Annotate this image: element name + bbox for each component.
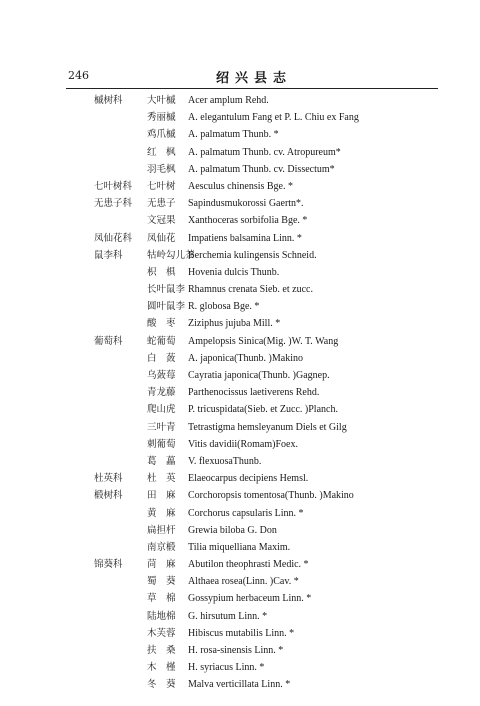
family-name: 葡萄科 — [94, 335, 123, 347]
chinese-name: 杜 英 — [147, 473, 176, 485]
list-item — [0, 453, 480, 470]
family-name: 凤仙花科 — [94, 232, 133, 244]
chinese-name: 爬山虎 — [147, 404, 176, 416]
list-item — [0, 659, 480, 676]
latin-name: Elaeocarpus decipiens Hemsl. — [188, 473, 309, 485]
chinese-name: 大叶槭 — [147, 95, 176, 106]
latin-name: Gossypium herbaceum Linn. * — [188, 593, 312, 605]
latin-name: P. tricuspidata(Sieb. et Zucc. )Planch. — [188, 404, 338, 416]
chinese-name: 田 麻 — [147, 490, 176, 502]
latin-name: Corchorus capsularis Linn. * — [188, 507, 304, 519]
list-item — [0, 92, 480, 109]
latin-name: Aesculus chinensis Bge. * — [188, 180, 293, 192]
latin-name: R. globosa Bge. * — [188, 301, 260, 313]
chinese-name: 凤仙花 — [147, 232, 176, 244]
list-item — [0, 419, 480, 436]
latin-name: Abutilon theophrasti Medic. * — [188, 559, 309, 571]
latin-name: Ampelopsis Sinica(Mig. )W. T. Wang — [188, 335, 339, 347]
chinese-name: 圆叶鼠李 — [147, 301, 186, 313]
latin-name: Impatiens balsamina Linn. * — [188, 232, 302, 244]
list-item — [0, 401, 480, 418]
chinese-name: 蜀 葵 — [147, 576, 176, 588]
latin-name: Acer amplum Rehd. — [188, 95, 269, 106]
list-item — [0, 367, 480, 384]
chinese-name: 七叶树 — [147, 180, 176, 192]
list-item — [0, 539, 480, 556]
list-item — [0, 144, 480, 161]
family-name: 椴树科 — [94, 490, 123, 502]
list-item — [0, 384, 480, 401]
chinese-name: 南京椴 — [147, 541, 176, 553]
chinese-name: 无患子 — [147, 198, 176, 210]
chinese-name: 枳 椇 — [147, 266, 176, 278]
list-item — [0, 178, 480, 195]
chinese-name: 陆地棉 — [147, 610, 176, 622]
chinese-name: 葛 藟 — [147, 455, 176, 467]
list-item — [0, 161, 480, 178]
chinese-name: 扶 桑 — [147, 645, 176, 656]
chinese-name: 木 槿 — [147, 662, 176, 674]
species-list — [0, 92, 480, 694]
list-item — [0, 487, 480, 504]
list-item — [0, 333, 480, 350]
latin-name: Parthenocissus laetiverens Rehd. — [188, 387, 320, 399]
chinese-name: 扁担杆 — [147, 524, 176, 536]
latin-name: Sapindusmukorossi Gaertn*. — [188, 198, 304, 210]
family-name: 锦葵科 — [94, 559, 123, 571]
list-item — [0, 642, 480, 659]
chinese-name: 刺葡萄 — [147, 438, 176, 450]
list-item — [0, 247, 480, 264]
list-item — [0, 676, 480, 693]
chinese-name: 三叶青 — [147, 421, 176, 433]
chinese-name: 苘 麻 — [147, 559, 176, 571]
list-item — [0, 126, 480, 143]
chinese-name: 鸡爪槭 — [147, 129, 176, 141]
latin-name: Malva verticillata Linn. * — [188, 679, 291, 691]
family-name: 七叶树科 — [94, 180, 133, 192]
latin-name: V. flexuosaThunb. — [188, 455, 262, 467]
chinese-name: 木芙蓉 — [147, 627, 176, 639]
latin-name: Rhamnus crenata Sieb. et zucc. — [188, 284, 313, 296]
chinese-name: 秀丽槭 — [147, 112, 176, 124]
chinese-name: 乌蔹莓 — [147, 370, 176, 381]
latin-name: A. japonica(Thunb. )Makino — [188, 352, 303, 364]
running-title: 绍兴县志 — [216, 71, 293, 86]
latin-name: A. palmatum Thunb. * — [188, 129, 279, 141]
latin-name: Hibiscus mutabilis Linn. * — [188, 627, 295, 639]
chinese-name: 蛇葡萄 — [147, 335, 176, 347]
chinese-name: 文冠果 — [147, 215, 176, 227]
latin-name: Vitis davidii(Romam)Foex. — [188, 438, 298, 450]
list-item — [0, 264, 480, 281]
latin-name: A. elegantulum Fang et P. L. Chiu ex Fang — [188, 112, 359, 124]
list-item — [0, 109, 480, 126]
family-name: 杜英科 — [94, 473, 123, 485]
list-item — [0, 608, 480, 625]
chinese-name: 牯岭勾儿茶 — [147, 249, 195, 261]
latin-name: Tetrastigma hemsleyanum Diels et Gilg — [188, 421, 347, 433]
list-item — [0, 212, 480, 229]
chinese-name: 红 枫 — [147, 146, 176, 158]
list-item — [0, 556, 480, 573]
chinese-name: 青龙藤 — [147, 387, 176, 399]
chinese-name: 酸 枣 — [147, 318, 176, 330]
latin-name: Xanthoceras sorbifolia Bge. * — [188, 215, 308, 227]
latin-name: A. palmatum Thunb. cv. Atropureum* — [188, 146, 341, 158]
latin-name: Cayratia japonica(Thunb. )Gagnep. — [188, 370, 330, 381]
list-item — [0, 436, 480, 453]
list-item — [0, 505, 480, 522]
chinese-name: 羽毛枫 — [147, 163, 176, 175]
chinese-name: 白 蔹 — [147, 352, 176, 364]
list-item — [0, 470, 480, 487]
list-item — [0, 573, 480, 590]
chinese-name: 黄 麻 — [147, 507, 176, 519]
chinese-name: 长叶鼠李 — [147, 284, 186, 296]
list-item — [0, 281, 480, 298]
latin-name: Ziziphus jujuba Mill. * — [188, 318, 281, 330]
latin-name: G. hirsutum Linn. * — [188, 610, 268, 622]
family-name: 槭树科 — [94, 95, 123, 106]
list-item — [0, 625, 480, 642]
list-item — [0, 590, 480, 607]
latin-name: Grewia biloba G. Don — [188, 524, 277, 536]
family-name: 无患子科 — [94, 198, 133, 210]
chinese-name: 草 棉 — [147, 593, 176, 605]
latin-name: Hovenia dulcis Thunb. — [188, 266, 280, 278]
list-item — [0, 195, 480, 212]
list-item — [0, 315, 480, 332]
list-item — [0, 350, 480, 367]
latin-name: A. palmatum Thunb. cv. Dissectum* — [188, 163, 335, 175]
latin-name: Corchoropsis tomentosa(Thunb. )Makino — [188, 490, 354, 502]
latin-name: H. syriacus Linn. * — [188, 662, 265, 674]
latin-name: Berchemia kulingensis Schneid. — [188, 249, 317, 261]
latin-name: Althaea rosea(Linn. )Cav. * — [188, 576, 299, 588]
list-item — [0, 298, 480, 315]
header-rule — [66, 88, 438, 89]
page-number: 246 — [68, 69, 89, 82]
chinese-name: 冬 葵 — [147, 679, 176, 691]
page-header — [66, 65, 438, 87]
family-name: 鼠李科 — [94, 249, 123, 261]
latin-name: H. rosa-sinensis Linn. * — [188, 645, 284, 656]
list-item — [0, 522, 480, 539]
list-item — [0, 230, 480, 247]
latin-name: Tilia miquelliana Maxim. — [188, 541, 291, 553]
